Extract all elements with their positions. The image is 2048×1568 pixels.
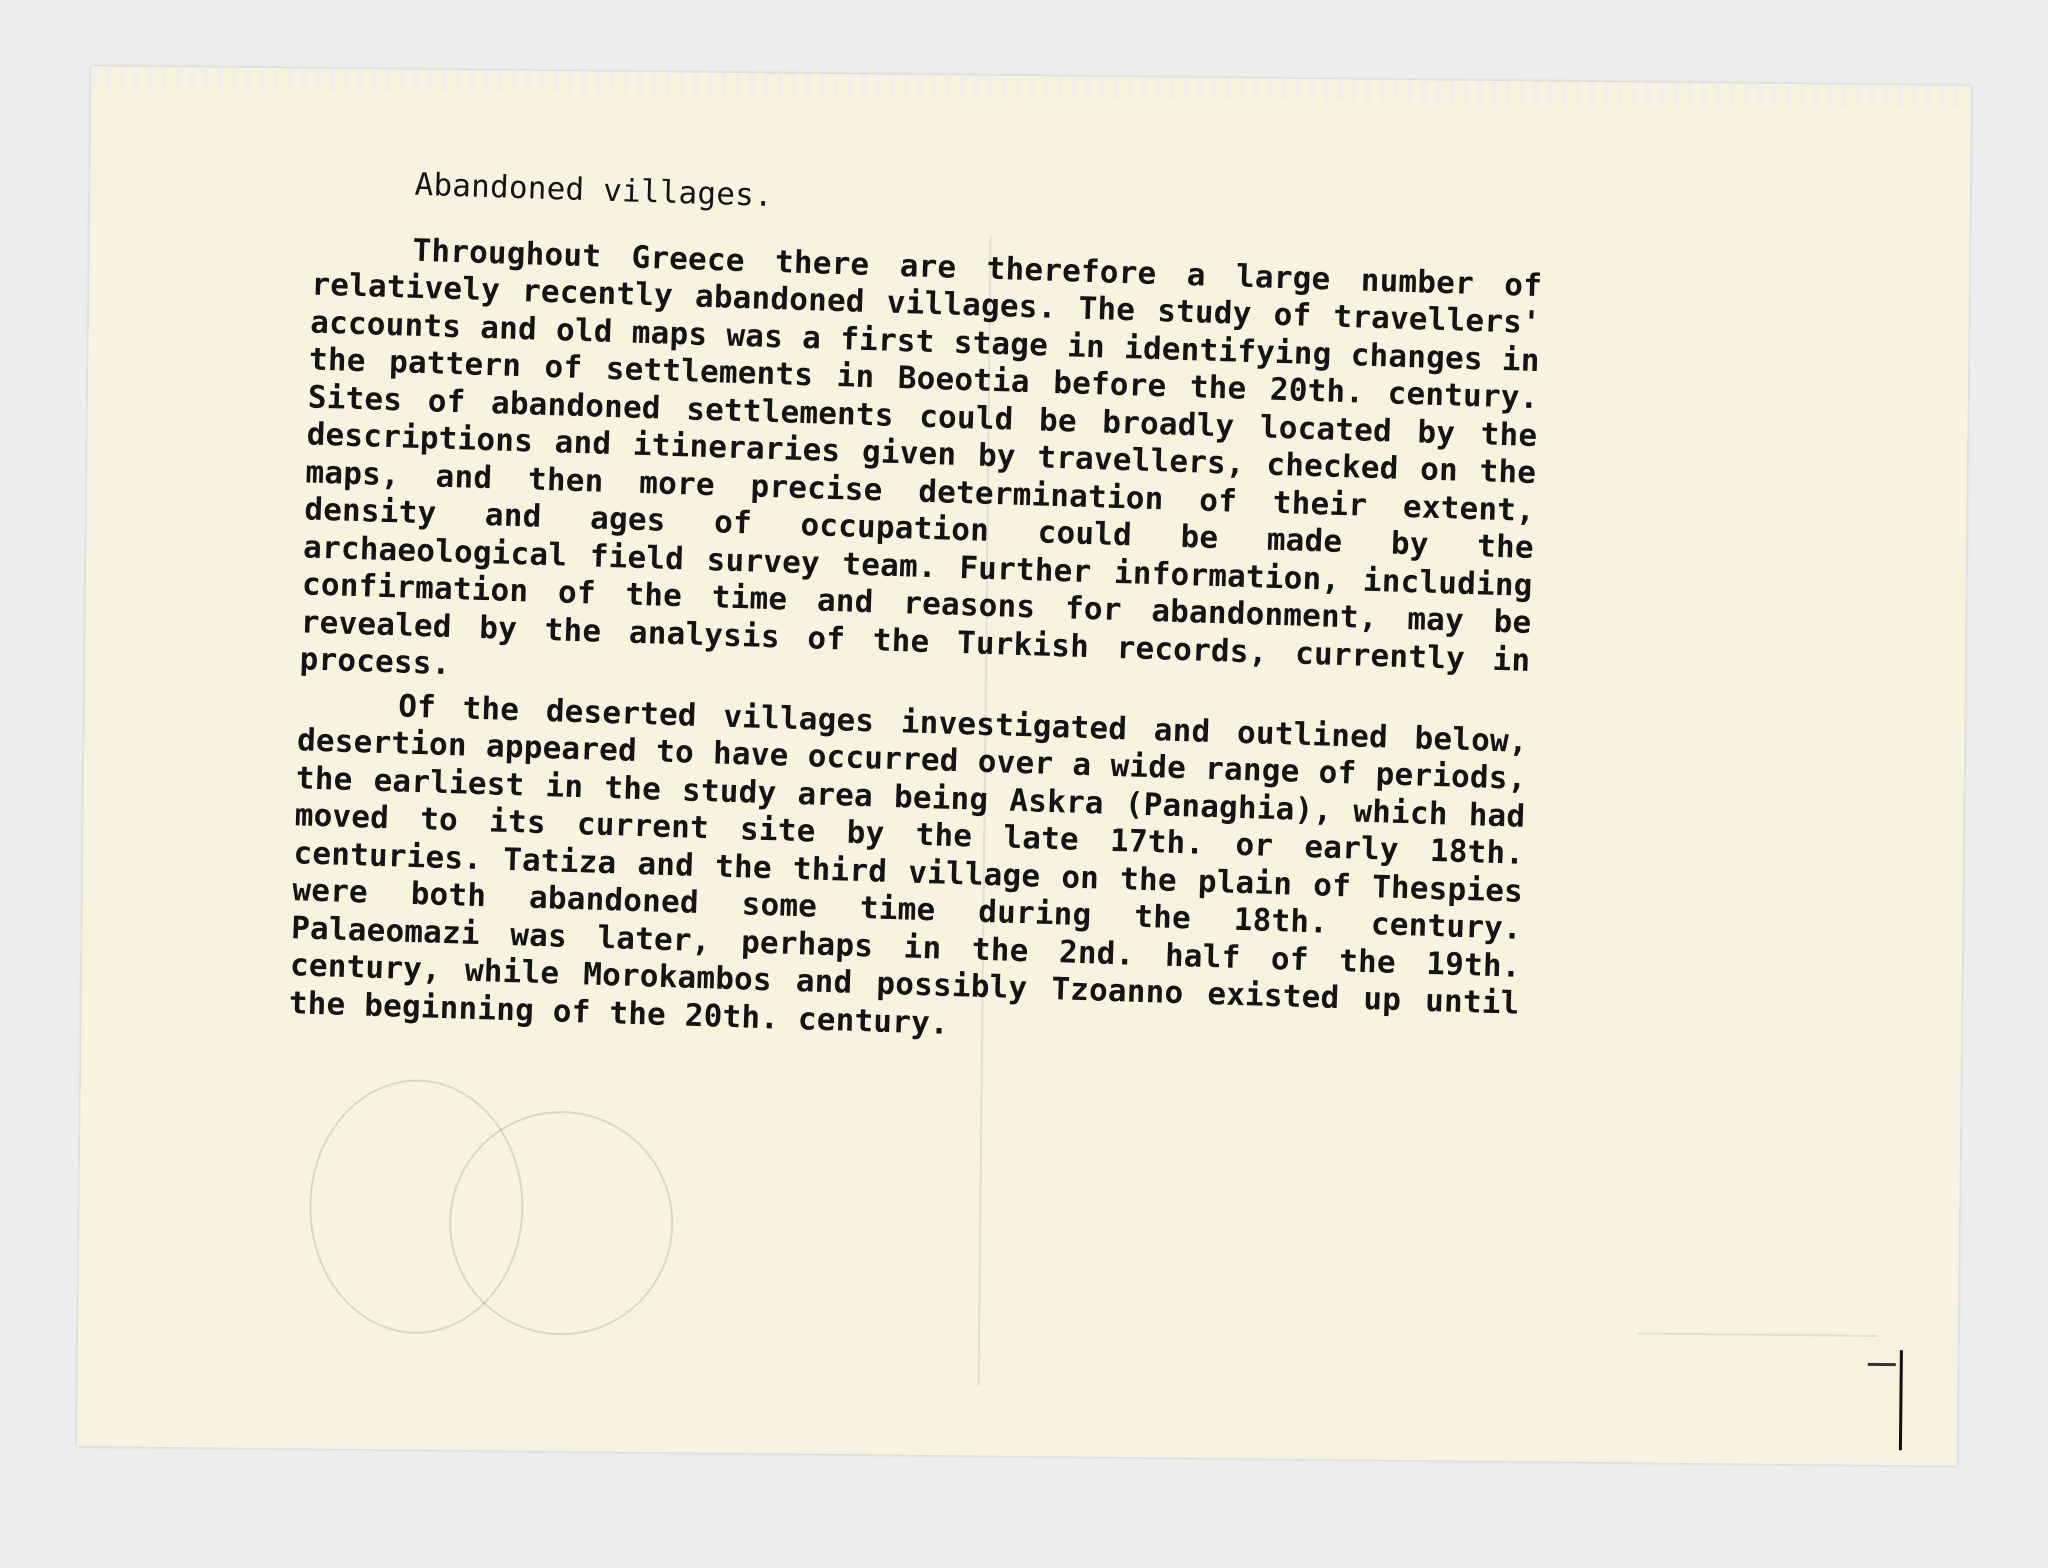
paper-sheet: [77, 66, 1971, 1466]
pencil-line-mark: [1638, 1332, 1878, 1337]
typed-text-block: [288, 164, 1545, 1067]
margin-tick-mark: [1868, 1363, 1896, 1366]
document-heading: Abandoned villages.: [414, 166, 774, 214]
pencil-circle-mark: [448, 1110, 674, 1336]
paragraph-2: Of the deserted villages investigated and outlined below, desertion appeared to have occurred over a wide range of periods, the earliest in the study area being Askra (Panaghia), which had moved to its current site by the late 17th. or early 18th. centuries. Tatiza and the third village on the plain of Thespies were both abandoned some time during the 18th. century. Palaeomazi was later, perhaps in the 2nd. half of the 19th. century, while Morokambos and possibly Tzoanno existed up until the beginning of the 20th. century.: [288, 687, 1529, 1042]
margin-rule-mark: [1899, 1350, 1903, 1450]
paragraph-1: Throughout Greece there are therefore a large number of relatively recently abandoned villages. The study of travellers' accounts and old maps was a first stage in identifying changes in the pattern of settlements in Boeotia before the 20th. century. Sites of abandoned settlements could be broadly located by the descriptions and itineraries given by travellers, checked on the maps, and then more precise determination of their extent, density and ages of occupation could be made by the archaeological field survey team. Further information, including confirmation of the time and reasons for abandonment, may be revealed by the analysis of the Turkish records, currently in process.: [299, 232, 1543, 683]
torn-top-edge: [91, 66, 1971, 108]
